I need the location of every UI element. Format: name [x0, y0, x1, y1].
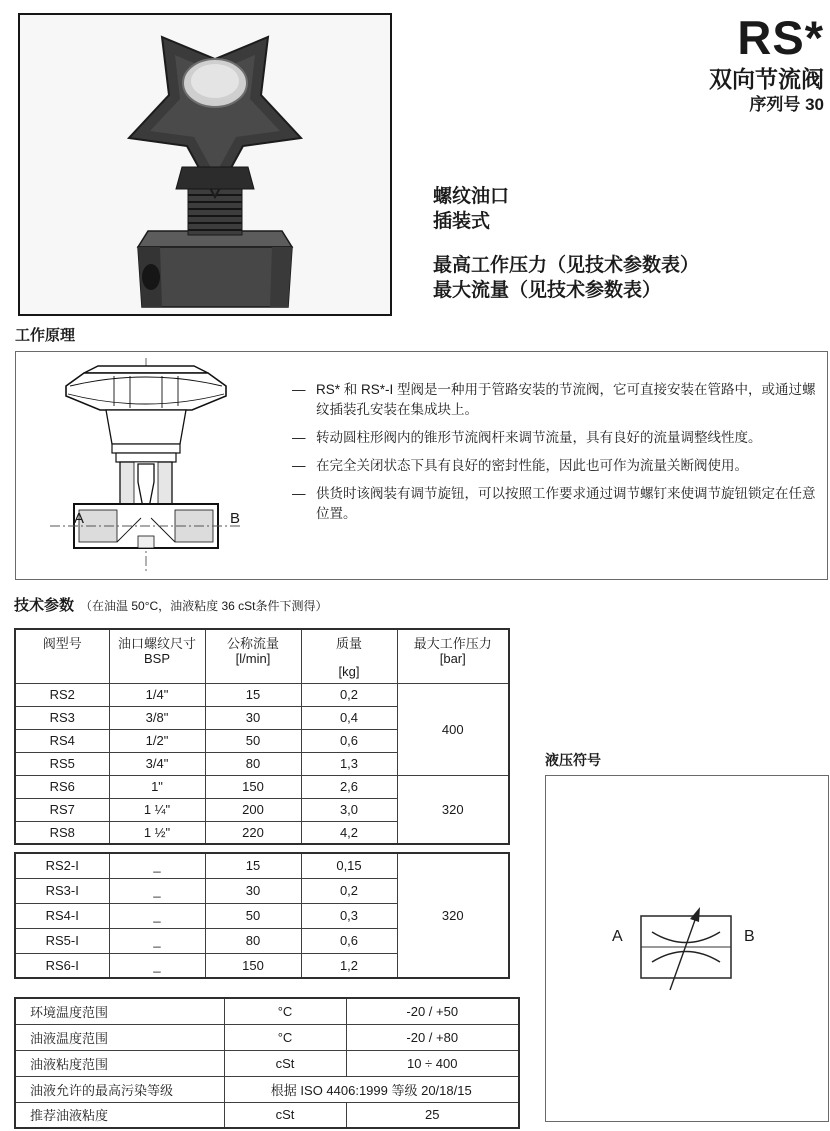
working-principle-section	[15, 351, 828, 580]
cell-mass: 4,2	[301, 821, 397, 844]
cell-flow: 80	[205, 928, 301, 953]
header-model: 阀型号	[15, 629, 109, 683]
diagram-port-b-label: B	[230, 510, 241, 527]
tech-title-note: （在油温 50°C，油液粘度 36 cSt条件下测得）	[80, 599, 328, 613]
table-row	[15, 683, 509, 706]
cell-model: RS3	[15, 706, 109, 729]
conditions-table	[14, 997, 520, 1129]
cell-flow: 150	[205, 775, 301, 798]
symbol-port-a-label: A	[612, 928, 623, 945]
cell-pressure-group: 400	[397, 683, 509, 775]
cell-condition-value: 10 ÷ 400	[346, 1050, 519, 1076]
cell-bsp: _	[109, 853, 205, 878]
hydraulic-symbol-title: 液压符号	[545, 752, 601, 768]
cell-condition-label: 油液允许的最高污染等级	[15, 1076, 224, 1102]
header-pressure: 最大工作压力 [bar]	[397, 629, 509, 683]
table-header-row	[15, 629, 509, 683]
cell-mass: 1,2	[301, 953, 397, 978]
cell-bsp: 3/4"	[109, 752, 205, 775]
intro-flow-note: 最大流量（见技术参数表）	[433, 280, 662, 301]
cell-condition-unit: cSt	[224, 1102, 346, 1128]
cell-model: RS6	[15, 775, 109, 798]
hydraulic-symbol-box	[545, 775, 829, 1122]
bullet-dash: —	[292, 486, 306, 501]
product-model: RS*	[737, 11, 824, 64]
cell-mass: 0,6	[301, 928, 397, 953]
intro-block	[433, 184, 699, 303]
cell-mass: 0,3	[301, 903, 397, 928]
cell-condition-value: 25	[346, 1102, 519, 1128]
cell-bsp: _	[109, 878, 205, 903]
tech-table-rs-i	[14, 852, 510, 979]
cell-bsp: _	[109, 928, 205, 953]
bullet-item	[292, 428, 826, 448]
cell-bsp: 1/4"	[109, 683, 205, 706]
symbol-port-b-label: B	[744, 928, 755, 945]
cell-model: RS8	[15, 821, 109, 844]
working-principle-title: 工作原理	[15, 327, 76, 344]
cell-bsp: 1 ½"	[109, 821, 205, 844]
valve-photo-frame	[18, 13, 392, 316]
tech-parameters-title	[14, 594, 328, 615]
cell-bsp: 1"	[109, 775, 205, 798]
valve-photo	[20, 15, 390, 314]
cell-condition-label: 推荐油液粘度	[15, 1102, 224, 1128]
cell-flow: 30	[205, 706, 301, 729]
cell-mass: 0,4	[301, 706, 397, 729]
bullet-text: 在完全关闭状态下具有良好的密封性能，因此也可作为流量关断阀使用。	[316, 458, 748, 473]
tech-table-rs	[14, 628, 510, 845]
valve-cross-section-diagram	[46, 356, 256, 578]
bullet-dash: —	[292, 458, 306, 473]
cell-model: RS4-I	[15, 903, 109, 928]
bullet-text: RS* 和 RS*-I 型阀是一种用于管路安装的节流阀，它可直接安装在管路中，或通过螺纹插装孔安装在集成块上。	[316, 382, 816, 417]
cell-pressure-group: 320	[397, 853, 509, 978]
header-mass: 质量 [kg]	[301, 629, 397, 683]
cell-mass: 0,6	[301, 729, 397, 752]
cell-condition-unit: °C	[224, 1024, 346, 1050]
intro-port-type: 螺纹油口	[433, 186, 510, 207]
product-name: 双向节流阀	[709, 65, 824, 92]
bullet-item	[292, 456, 826, 476]
cell-flow: 15	[205, 853, 301, 878]
cell-condition-value: -20 / +50	[346, 998, 519, 1024]
cell-bsp: 3/8"	[109, 706, 205, 729]
cell-condition-label: 油液温度范围	[15, 1024, 224, 1050]
cell-mass: 2,6	[301, 775, 397, 798]
cell-flow: 220	[205, 821, 301, 844]
header-thread: 油口螺纹尺寸 BSP	[109, 629, 205, 683]
cell-bsp: _	[109, 903, 205, 928]
cell-mass: 1,3	[301, 752, 397, 775]
cell-mass: 0,2	[301, 683, 397, 706]
table-row	[15, 1050, 519, 1076]
cell-model: RS4	[15, 729, 109, 752]
cell-model: RS2	[15, 683, 109, 706]
table-row	[15, 853, 509, 878]
cell-model: RS5	[15, 752, 109, 775]
cell-model: RS3-I	[15, 878, 109, 903]
cell-model: RS2-I	[15, 853, 109, 878]
cell-condition-unit: cSt	[224, 1050, 346, 1076]
bullet-item	[292, 484, 826, 524]
cell-flow: 200	[205, 798, 301, 821]
cell-bsp: 1 ¼"	[109, 798, 205, 821]
table-row	[15, 998, 519, 1024]
working-principle-bullets	[292, 380, 826, 532]
series-number: 序列号 30	[749, 94, 824, 114]
cell-condition-label: 油液粘度范围	[15, 1050, 224, 1076]
cell-condition-label: 环境温度范围	[15, 998, 224, 1024]
cell-model: RS6-I	[15, 953, 109, 978]
table-row	[15, 775, 509, 798]
intro-mount-type: 插装式	[433, 211, 491, 232]
bullet-text: 转动圆柱形阀内的锥形节流阀杆来调节流量，具有良好的流量调整线性度。	[316, 430, 762, 445]
tech-title-text: 技术参数	[14, 597, 75, 614]
table-row	[15, 1024, 519, 1050]
throttle-valve-symbol	[586, 896, 786, 1006]
cell-bsp: 1/2"	[109, 729, 205, 752]
header-flow: 公称流量 [l/min]	[205, 629, 301, 683]
cell-mass: 3,0	[301, 798, 397, 821]
cell-mass: 0,2	[301, 878, 397, 903]
cell-flow: 80	[205, 752, 301, 775]
bullet-text: 供货时该阀装有调节旋钮，可以按照工作要求通过调节螺钉来使调节旋钮锁定在任意位置。	[316, 486, 816, 521]
cell-flow: 30	[205, 878, 301, 903]
cell-condition-unit: °C	[224, 998, 346, 1024]
title-block	[709, 12, 824, 115]
table-row	[15, 1076, 519, 1102]
cell-model: RS5-I	[15, 928, 109, 953]
diagram-port-a-label: A	[74, 510, 85, 527]
bullet-dash: —	[292, 430, 306, 445]
bullet-dash: —	[292, 382, 306, 397]
intro-pressure-note: 最高工作压力（见技术参数表）	[433, 255, 700, 276]
cell-condition-value: -20 / +80	[346, 1024, 519, 1050]
cell-flow: 15	[205, 683, 301, 706]
cell-bsp: _	[109, 953, 205, 978]
cell-flow: 50	[205, 903, 301, 928]
bullet-item	[292, 380, 826, 420]
cell-condition-merged: 根据 ISO 4406:1999 等级 20/18/15	[224, 1076, 519, 1102]
cell-model: RS7	[15, 798, 109, 821]
cell-mass: 0,15	[301, 853, 397, 878]
table-row	[15, 1102, 519, 1128]
cell-pressure-group: 320	[397, 775, 509, 844]
cell-flow: 150	[205, 953, 301, 978]
cell-flow: 50	[205, 729, 301, 752]
